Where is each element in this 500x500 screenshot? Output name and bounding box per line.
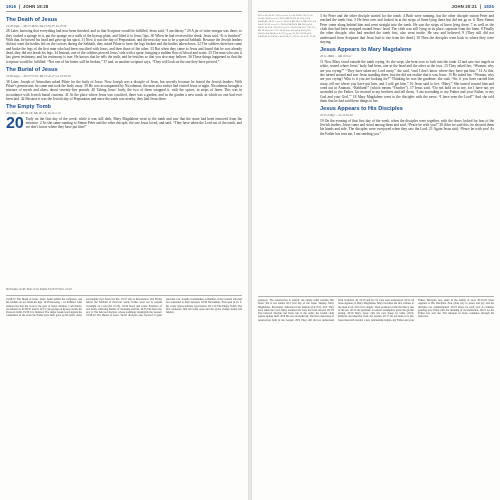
page-number: 1916 — [6, 4, 17, 9]
notes-rule — [258, 296, 494, 297]
chapter-number: 20 — [6, 114, 24, 132]
chapter-text: Early on the first day of the week, while it was still dark, Mary Magdalene went to the tomb and saw that the stone had been removed from the entrance. 2 So she came running to Simon Peter and the other disciple, the one Jesus loved, and said, “They have taken the Lord out of the tomb, and we don’t know where they have put him!” — [25, 116, 242, 130]
study-notes: 19:28-37 The Death of Jesus. Jesus’ death fulfills the scriptures, and the soldiers do not break his legs. 19:28 knowing ... be fulfilled. John underscores that the cross is the goal of Jesus’ mission. I am thirsty. An allusion to Ps 69:21 and Ps 22:15; the sponge on hyssop recalls the Passover lamb. 19:30 It is finished. The single Greek word signals the completion of the work the Father gave him. gave up his spirit. Jesus sovereignly lays down his life. 19:31 day of Preparation. The Friday before the Sabbath of Passover week; bodies were not to remain overnight on a tree (Dt 21:23). 19:34 blood and water. Evidence of real death, reflecting themes of cleansing and life. 19:35 The man who saw it. The beloved disciple, whose testimony undergirds the Gospel. 19:38-42 The Burial of Jesus. Secret disciples step forward at great personal cost. Joseph of Arimathea. A member of the Council who had not consented to their decision. 19:39 Nicodemus. First seen in ch. 3; his costly spices indicate royal honor. 20:1-10 The Empty Tomb. The first witnesses find the tomb open and the grave clothes neatly left behind. — [6, 298, 242, 318]
section-heading: The Death of Jesus — [6, 17, 58, 23]
parallel-reference: 19:28-30pp — Mt 27:48,50; Mk 15:36,37; Lk 23:36 — [6, 23, 67, 28]
study-notes: purposes. The resurrection is central: the empty tomb testifies that Jesus’ life is not ended. 20:1 first day of the week. Sunday. Mary Magdalene. Previously delivered from demons (Lk 8:2). 20:2 They have taken the Lord. Mary assumes the body has been moved. 20:3-9 The beloved disciple and Peter run to the tomb; the folded cloth argues against theft. 20:8 He saw and believed. The first expression of resurrection faith in the Gospel. 20:9 They still did not understand from Scripture. Ps 16:10 and Isa 53 were later understood. 20:11-18 Jesus Appears to Mary Magdalene. Mary becomes the first witness to the risen Lord. 20:12 two angels. Their position recalls the mercy seat of the ark. 20:15 the gardener. A natural assumption given the garden setting. 20:16 Mary. Jesus calls his own sheep by name (10:3). Rabboni. An intensive form, my teacher. 20:17 Do not hold on to me. Jesus must still ascend; a new relationship begins. my Father and your Father. Disciples now share in the family of God. 20:19-23 Jesus Appears to His Disciples. Fear gives way to peace and joy, and the disciples are commissioned. 20:19 Peace be with you! A common greeting now filled with the meaning of reconciliation. 20:21 As the Father has sent me. The mission of Jesus continues through his followers. — [258, 299, 494, 322]
scripture-text: 19 On the evening of that first day of the week, when the disciples were together, with the doors locked for fear of the Jewish leaders, Jesus came and stood among them and said, “Peace be with you!” 20 After he said this, he showed them his hands and side. The disciples were overjoyed when they saw the Lord. 21 Again Jesus said, “Peace be with you! As the Father has sent me, I am sending you.” — [320, 118, 494, 136]
header-rule — [258, 11, 494, 12]
header-rule — [6, 11, 242, 12]
main-text-right — [320, 14, 494, 294]
cross-reference-column: 20:3 v Lk 24:12 / 20:5 w ver 11; x Jn 19:40 / 20:7 y Jn 11:44 / 20:8 z ver 4 / 20:9 a Mt 22:29; Jn 2:22; b Lk 24:26,46 / 20:11 c ver 5 / 20:12 d Mt 28:2-5; Mk 16:5; Lk 24:4 / 20:13 e ver 15 / 20:14 f Mt 28:9; Mk 16:9; g Lk 24:16; Jn 21:4 / 20:15 h ver 13 / 20:16 i Mt 23:7 / 20:17 j Mt 28:10; k Jn 7:33 / 20:18 l ver 16; m Lk 24:10,23 / 20:19 n Lk 24:36; o Jn 7:13; p ver 21,26 / 20:20 q Lk 24:39,40; Jn 19:34; r Jn 16:20,22 / 20:21 s Jn 3:17; 17:18 — [258, 14, 316, 39]
running-head-left: 1916 | JOHN 19:28 — [6, 4, 49, 9]
running-head: JOHN 19:28 — [22, 4, 49, 9]
parallel-reference: 20:11-18Ref — Mk 16:9-11 — [320, 53, 352, 58]
left-page — [0, 0, 248, 500]
section-heading: The Empty Tomb — [6, 104, 51, 111]
section-heading: Jesus Appears to His Disciples — [320, 106, 403, 113]
right-page — [252, 0, 500, 500]
parallel-reference: 20:19-23Ref — Lk 24:36-49 — [320, 112, 353, 117]
scripture-text: 11 Now Mary stood outside the tomb crying. As she wept, she bent over to look into the tomb 12 and saw two angels in white, seated where Jesus’ body had been, one at the head and the other at the foot. 13 They asked her, “Woman, why are you crying?” “They have taken my Lord away,” she said, “and I don’t know where they have put him.” 14 At this, she turned around and saw Jesus standing there, but she did not realize that it was Jesus. 15 He asked her, “Woman, why are you crying? Who is it you are looking for?” Thinking he was the gardener, she said, “Sir, if you have carried him away, tell me where you have put him, and I will get him.” 16 Jesus said to her, “Mary.” She turned toward him and cried out in Aramaic, “Rabboni!” (which means “Teacher”). 17 Jesus said, “Do not hold on to me, for I have not yet ascended to the Father. Go instead to my brothers and tell them, ‘I am ascending to my Father and your Father, to my God and your God.’” 18 Mary Magdalene went to the disciples with the news: “I have seen the Lord!” And she told them that he had said these things to her. — [320, 59, 494, 103]
parallel-reference: 19:38-42pp — Mt 27:57-61; Mk 15:42-47; Lk 23:50-56 — [6, 73, 71, 78]
section-heading: The Burial of Jesus — [6, 67, 58, 74]
scripture-text: 3 So Peter and the other disciple started for the tomb. 4 Both were running, but the other disciple outran Peter and reached the tomb first. 5 He bent over and looked in at the strips of linen lying there but did not go in. 6 Then Simon Peter came along behind him and went straight into the tomb. He saw the strips of linen lying there, 7 as well as the cloth that had been wrapped around Jesus’ head. The cloth was still lying in its place, separate from the linen. 8 Finally the other disciple, who had reached the tomb first, also went inside. He saw and believed. 9 (They still did not understand from Scripture that Jesus had to rise from the dead.) 10 Then the disciples went back to where they were staying. — [320, 14, 494, 45]
page-number: 1925 — [483, 4, 494, 9]
running-head: JOHN 20:21 — [451, 4, 478, 9]
running-head-right: JOHN 20:21 | 1925 — [451, 4, 494, 9]
section-heading: Jesus Appears to Mary Magdalene — [320, 47, 412, 54]
scripture-text: 28 Later, knowing that everything had now been finished, and so that Scripture would be fulfilled, Jesus said, “I am thirsty.” 29 A jar of wine vinegar was there, so they soaked a sponge in it, put the sponge on a stalk of the hyssop plant, and lifted it to Jesus’ lips. 30 When he had received the drink, Jesus said, “It is finished.” With that, he bowed his head and gave up his spirit. 31 Now it was the day of Preparation, and the next day was to be a special Sabbath. Because the Jewish leaders did not want the bodies left on the crosses during the Sabbath, they asked Pilate to have the legs broken and the bodies taken down. 32 The soldiers therefore came and broke the legs of the first man who had been crucified with Jesus, and then those of the other. 33 But when they came to Jesus and found that he was already dead, they did not break his legs. 34 Instead, one of the soldiers pierced Jesus’ side with a spear, bringing a sudden flow of blood and water. 35 The man who saw it has given testimony, and his testimony is true. He knows that he tells the truth, and he testifies so that you also may believe. 36 These things happened so that the scripture would be fulfilled: “Not one of his bones will be broken,” 37 and, as another scripture says, “They will look on the one they have pierced.” — [6, 29, 242, 64]
parallel-reference: 20:1-8pp — Mt 28:1-8; Mk 16:1-8; Lk 24:1-10 — [6, 110, 61, 115]
footnote: 36 Exodus 12:46; Num. 9:12; Psalm 34:20 37 Zech. 12:10 — [6, 288, 72, 291]
scripture-text: 38 Later, Joseph of Arimathea asked Pilate for the body of Jesus. Now Joseph was a disciple of Jesus, but secretly because he feared the Jewish leaders. With Pilate’s permission, he came and took the body away. 39 He was accompanied by Nicodemus, the man who earlier had visited Jesus at night. Nicodemus brought a mixture of myrrh and aloes, about seventy-five pounds. 40 Taking Jesus’ body, the two of them wrapped it, with the spices, in strips of linen. This was in accordance with Jewish burial customs. 41 At the place where Jesus was crucified, there was a garden, and in the garden a new tomb, in which no one had ever been laid. 42 Because it was the Jewish day of Preparation and since the tomb was nearby, they laid Jesus there. — [6, 79, 242, 101]
notes-rule — [6, 295, 242, 296]
main-text-left — [6, 14, 242, 286]
scripture-text — [6, 114, 242, 132]
